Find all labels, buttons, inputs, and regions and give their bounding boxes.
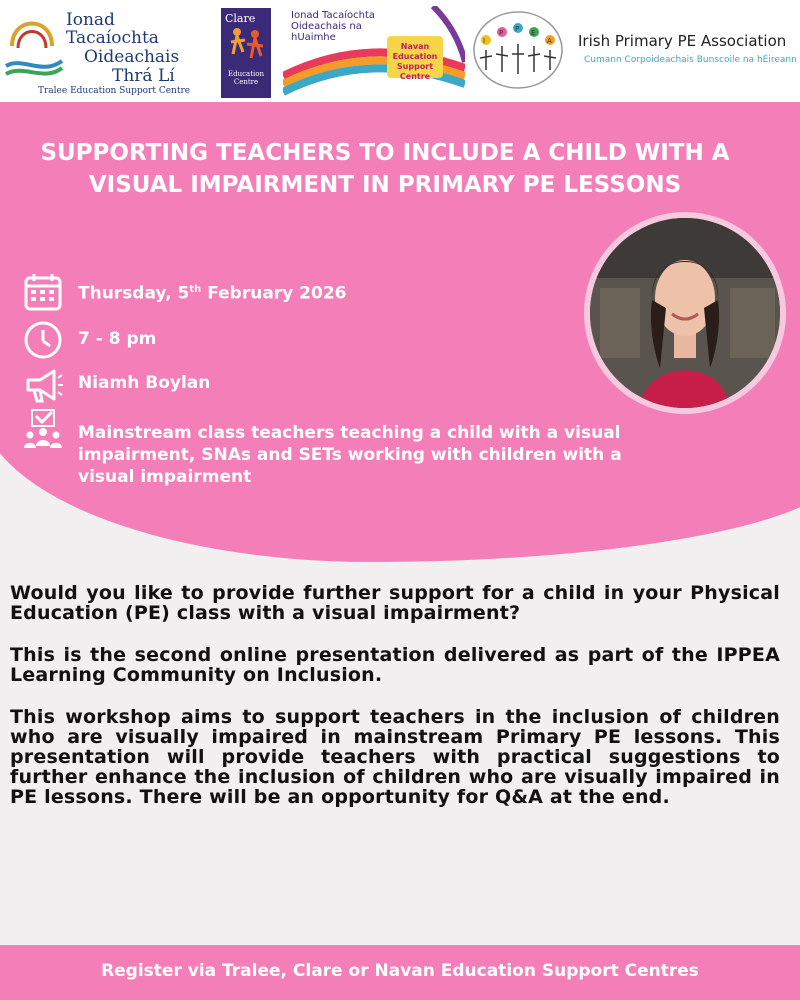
audience-row (22, 408, 638, 488)
ippea-logo (472, 6, 800, 96)
calendar-icon (22, 271, 64, 313)
description-paragraph-1: Would you like to provide further support for a child in your Physical Education (PE) class with a visual impairment? (10, 582, 780, 624)
presenter-row (22, 364, 210, 406)
audience-text: Mainstream class teachers teaching a child with a visual impairment, SNAs and SETs working with children with a visual impairment (78, 423, 622, 487)
time-row (22, 319, 156, 361)
date-day: Thursday, 5 (78, 283, 190, 304)
date-row (22, 271, 347, 313)
ippea-children-icon (472, 10, 564, 90)
date-rest: February 2026 (201, 283, 347, 304)
description (10, 583, 780, 829)
tralee-line3: Oideachais (84, 47, 180, 67)
tralee-logo (2, 4, 207, 98)
ippea-letter-e: E (531, 29, 536, 37)
ippea-irish: Cumann Corpoideachais Bunscoile na hÉireann (584, 55, 797, 65)
navan-box: Navan Education Support Centre (387, 36, 443, 78)
register-footer (0, 945, 800, 1000)
tralee-line2: Tacaíochta (66, 28, 159, 48)
navan-logo (283, 6, 465, 96)
presenter-portrait (590, 218, 780, 408)
clare-logo (221, 8, 271, 98)
presenter-name: Niamh Boylan (78, 373, 211, 393)
description-paragraph-2: This is the second online presentation delivered as part of the IPPEA Learning Community on Inclusion. (10, 644, 780, 686)
ippea-letter-a: A (547, 37, 552, 45)
tralee-swirl-icon (2, 6, 64, 86)
ippea-letter-i: I (483, 37, 486, 45)
event-title: SUPPORTING TEACHERS TO INCLUDE A CHILD WITH A VISUAL IMPAIRMENT IN PRIMARY PE LESSONS (40, 140, 730, 198)
ippea-name: Irish Primary PE Association (578, 32, 787, 50)
presenter-photo (584, 212, 786, 414)
register-text: Register via Tralee, Clare or Navan Education Support Centres (101, 961, 699, 981)
audience-icon (22, 408, 64, 450)
logo-header (0, 0, 800, 102)
ippea-letter-p1: P (499, 29, 504, 37)
clock-icon (22, 319, 64, 361)
navan-irish: Ionad Tacaíochta Oideachais na hUaimhe (291, 10, 376, 43)
description-paragraph-3: This workshop aims to support teachers in the inclusion of children who are visually impaired in mainstream Primary PE lessons. This presentation will provide teachers with practical suggestions to further enhance the inclusion of children who are visually impaired in PE lessons. There will be an opportunity for Q&A at the end. (10, 706, 780, 808)
tralee-caption: Tralee Education Support Centre (38, 86, 191, 96)
clare-title: Clare (225, 12, 256, 25)
tralee-line1: Ionad (66, 10, 115, 30)
event-time: 7 - 8 pm (78, 329, 157, 349)
event-date (78, 271, 347, 305)
ippea-letter-p2: P (515, 25, 520, 33)
tralee-line4: Thrá Lí (112, 66, 175, 86)
clare-caption: Education Centre (228, 70, 264, 86)
megaphone-icon (22, 364, 64, 406)
date-suffix: th (189, 284, 202, 295)
portrait-image (590, 218, 780, 408)
clare-figures-icon (225, 24, 267, 70)
